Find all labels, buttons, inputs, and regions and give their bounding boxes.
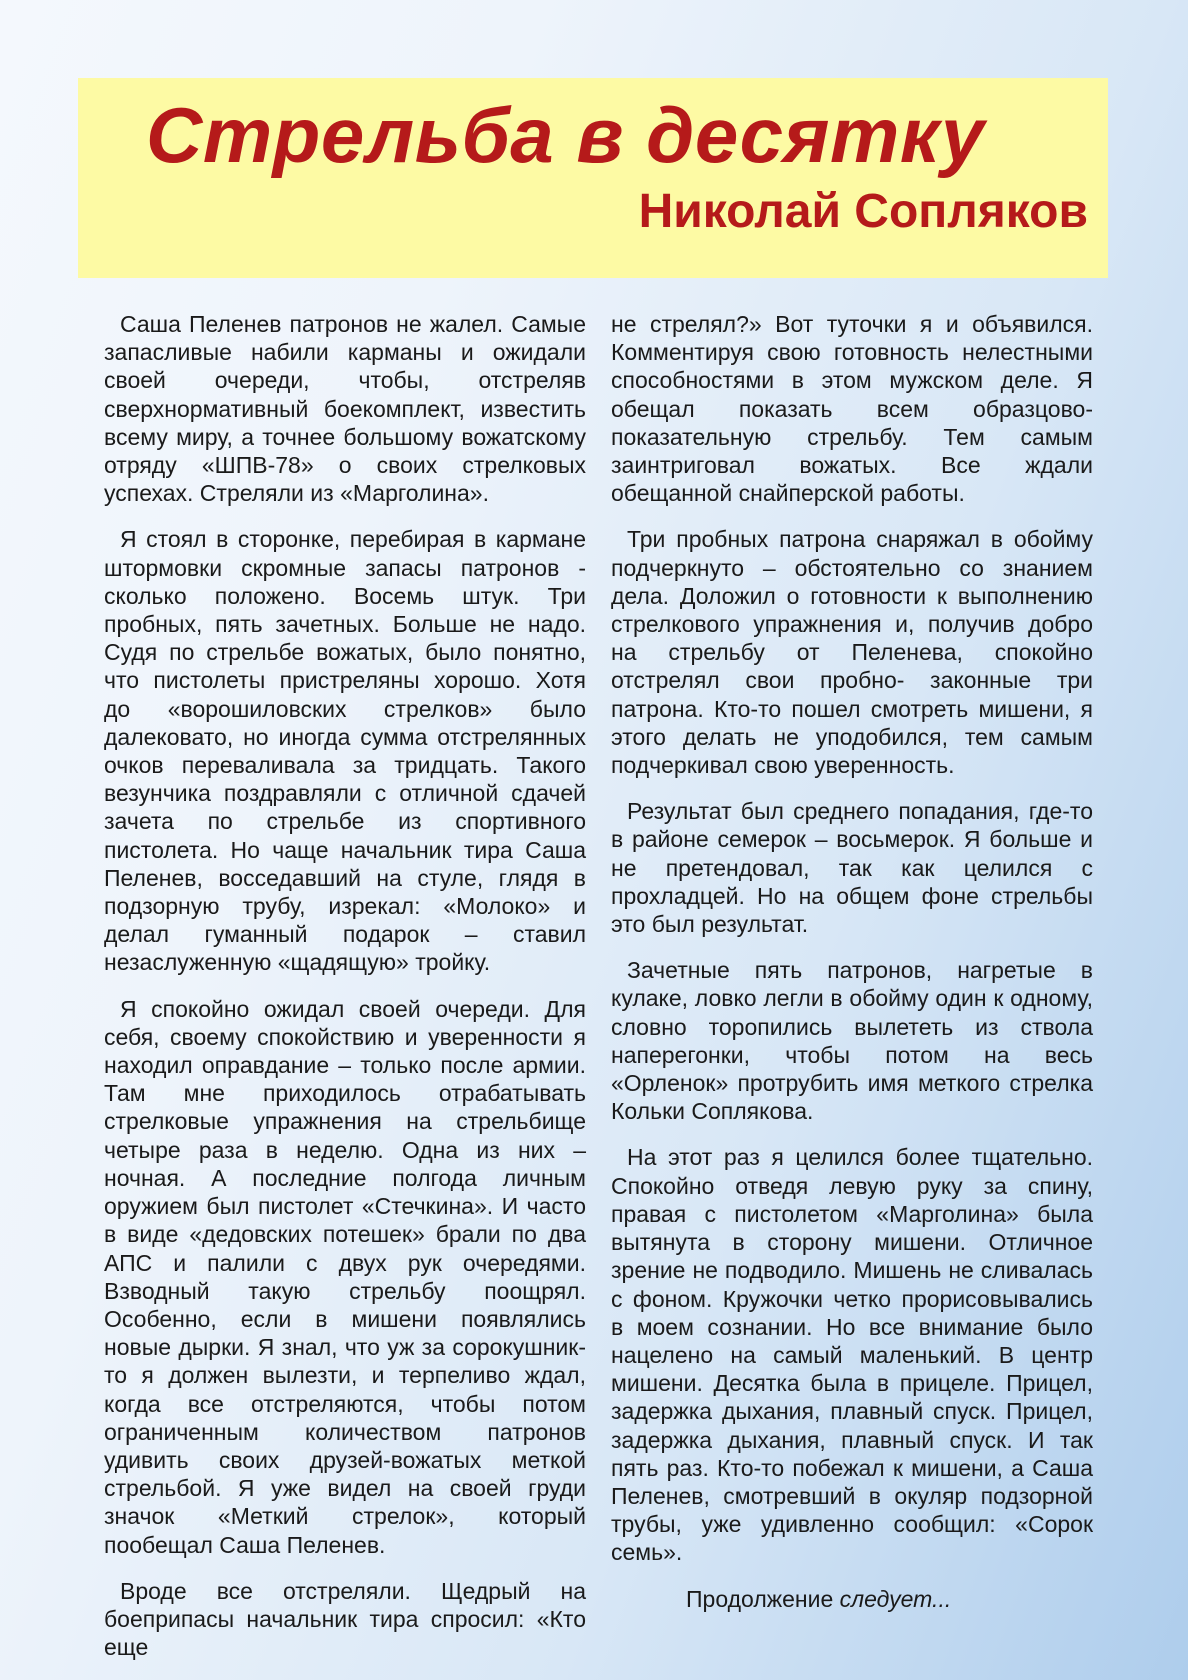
paragraph: Зачетные пять патронов, нагретые в кулаке, ловко легли в обойму один к одному, словно торопились вылететь из ствола наперегонки, чтобы потом на весь «Орленок» протрубить имя меткого стрелка Кольки Соплякова. [611, 957, 1093, 1125]
article-title: Стрельба в десятку [146, 91, 985, 179]
to-be-continued-text: Продолжение [686, 1585, 840, 1612]
left-column [104, 310, 586, 1679]
paragraph: Я спокойно ожидал своей очереди. Для себя, своему спокойствию и уверенности я находил оправдание – только после армии. Там мне приходилось отрабатывать стрелковые упражнения на стрельбище четыре раза в неделю. Одна из них – ночная. А последние полгода личным оружием был пистолет «Стечкина». И часто в виде «дедовских потешек» брали по два АПС и палили с двух рук очередями. Взводный такую стрельбу поощрял. Особенно, если в мишени появлялись новые дырки. Я знал, что уж за сорокушник-то я должен вылезти, и терпеливо ждал, когда все отстреляются, чтобы потом ограниченным количеством патронов удивить своих друзей-вожатых меткой стрельбой. Я уже видел на своей груди значок «Меткий стрелок», который пообещал Саша Пеленев. [104, 995, 586, 1558]
paragraph: Я стоял в сторонке, перебирая в кармане штормовки скромные запасы патронов - сколько положено. Восемь штук. Три пробных, пять зачетных. Больше не надо. Судя по стрельбе вожатых, было понятно, что пистолеты пристреляны хорошо. Хотя до «ворошиловских стрелков» было далековато, но иногда сумма отстрелянных очков переваливала за тридцать. Такого везунчика поздравляли с отличной сдачей зачета по стрельбе из спортивного пистолета. Но чаще начальник тира Саша Пеленев, восседавший на стуле, глядя в подзорную трубу, изрекал: «Молоко» и делал гуманный подарок – ставил незаслуженную «щадящую» тройку. [104, 526, 586, 976]
to-be-continued-italic: следует... [839, 1585, 952, 1612]
paragraph: На этот раз я целился более тщательно. Спокойно отведя левую руку за спину, правая с пистолетом «Марголина» была вытянута в сторону мишени. Отличное зрение не подводило. Мишень не сливалась с фоном. Кружочки четко прорисовывались в моем сознании. Но все внимание было нацелено на самый маленький. В центр мишени. Десятка была в прицеле. Прицел, задержка дыхания, плавный спуск. Прицел, задержка дыхания, плавный спуск. И так пять раз. Кто-то побежал к мишени, а Саша Пеленев, смотревший в окуляр подзорной трубы, уже удивленно сообщил: «Сорок семь». [611, 1144, 1093, 1566]
paragraph: Саша Пеленев патронов не жалел. Самые запасливые набили карманы и ожидали своей очереди, чтобы, отстреляв сверхнормативный боекомплект, известить всему миру, а точнее большому вожатскому отряду «ШПВ-78» о своих стрелковых успехах. Стреляли из «Марголина». [104, 311, 586, 507]
paragraph: Вроде все отстреляли. Щедрый на боеприпасы начальник тира спросил: «Кто еще [104, 1577, 586, 1661]
title-banner [78, 78, 1108, 278]
paragraph: Результат был среднего попадания, где-то в районе семерок – восьмерок. Я больше и не претендовал, так как целился с прохладцей. Но на общем фоне стрельбы это был результат. [611, 798, 1093, 938]
paragraph: не стрелял?» Вот туточки я и объявился. Комментируя свою готовность нелестными способностями в этом мужском деле. Я обещал показать всем образцово- показательную стрельбу. Тем самым заинтриговал вожатых. Все ждали обещанной снайперской работы. [611, 311, 1093, 507]
to-be-continued [611, 1585, 1093, 1613]
paragraph: Три пробных патрона снаряжал в обойму подчеркнуто – обстоятельно со знанием дела. Доложил о готовности к выполнению стрелкового упражнения и, получив добро на стрельбу от Пеленева, спокойно отстрелял свои пробно- законные три патрона. Кто-то пошел смотреть мишени, я этого делать не уподобился, тем самым подчеркивал свою уверенность. [611, 526, 1093, 779]
right-column [611, 310, 1093, 1613]
article-author: Николай Сопляков [638, 185, 1088, 238]
